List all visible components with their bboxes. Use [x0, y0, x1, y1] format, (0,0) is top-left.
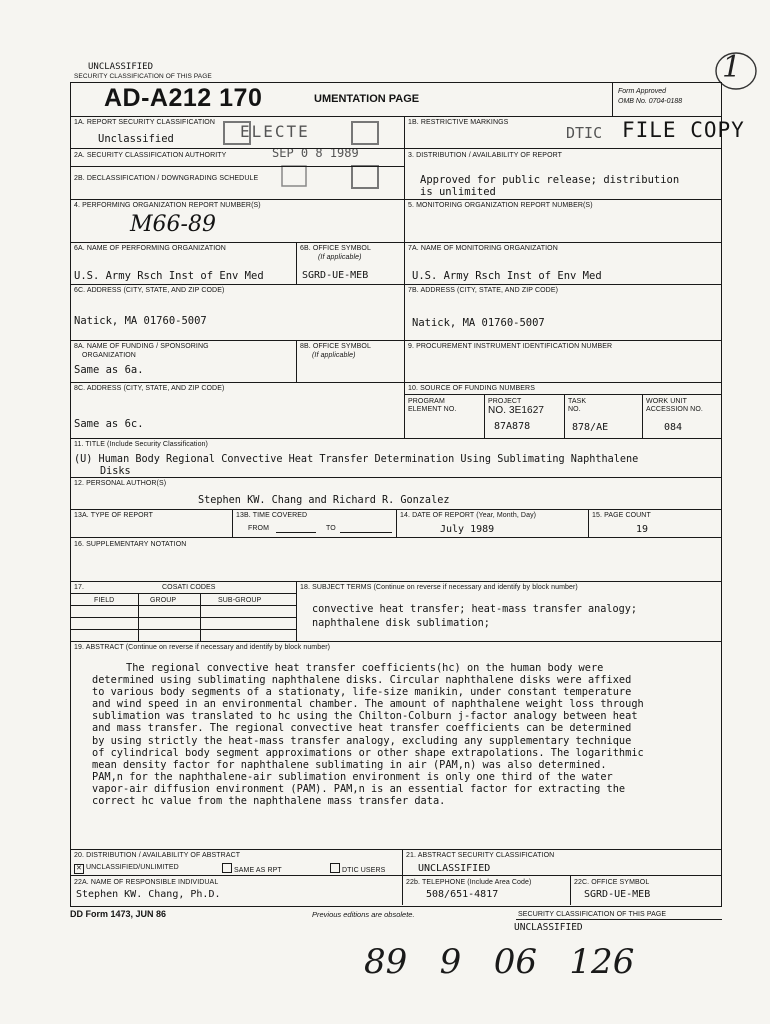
handwritten-accession-number: 89 9 06 126 — [364, 942, 635, 982]
field-6b-value: SGRD-UE-MEB — [302, 270, 369, 281]
field-17-group-header: GROUP — [150, 597, 177, 604]
doc-number: AD-A212 170 — [104, 84, 263, 112]
field-1a-value: Unclassified — [98, 133, 174, 145]
date-stamp: SEP 0 8 1989 — [272, 146, 359, 160]
field-22a-label: 22A. NAME OF RESPONSIBLE INDIVIDUAL — [74, 879, 219, 886]
field-13b-label: 13B. TIME COVERED — [236, 512, 308, 519]
field-19-label: 19. ABSTRACT (Continue on reverse if necessary and identify by block number) — [74, 644, 331, 651]
field-17-cosati: COSATI CODES — [162, 584, 216, 591]
field-21-value: UNCLASSIFIED — [418, 863, 491, 874]
checkbox-icon — [222, 863, 232, 873]
field-14-label: 14. DATE OF REPORT (Year, Month, Day) — [400, 512, 537, 519]
abstract-line: PAM,n for the naphthalene-air sublimation environment is only one third of the water — [92, 770, 613, 783]
field-6b-label: 6B. OFFICE SYMBOL — [300, 245, 371, 252]
option-label: UNCLASSIFIED/UNLIMITED — [86, 864, 179, 871]
field-12-value: Stephen KW. Chang and Richard R. Gonzalez — [198, 495, 450, 506]
field-1a-label: 1A. REPORT SECURITY CLASSIFICATION — [74, 119, 215, 126]
field-10-program-label: PROGRAM — [408, 398, 445, 405]
abstract-line: mean density factor for naphthalene sublimating in air (PAM,n) was also determined. — [92, 758, 607, 771]
field-8c-value: Same as 6c. — [74, 418, 144, 430]
field-1b-label: 1B. RESTRICTIVE MARKINGS — [408, 119, 509, 126]
field-18-label: 18. SUBJECT TERMS (Continue on reverse if necessary and identify by block number) — [300, 584, 578, 591]
field-10-work-unit-value: 084 — [664, 422, 683, 433]
field-10-project-label: PROJECT — [488, 398, 522, 405]
field-17-subgroup-header: SUB-GROUP — [218, 597, 262, 604]
option-label: DTIC USERS — [342, 867, 386, 874]
checkbox-icon — [330, 863, 340, 873]
field-20-label: 20. DISTRIBUTION / AVAILABILITY OF ABSTRACT — [74, 852, 241, 859]
field-3-label: 3. DISTRIBUTION / AVAILABILITY OF REPORT — [408, 152, 563, 159]
abstract-line: correct hc value from the naphthalene mass transfer data. — [92, 795, 446, 808]
field-17-label: 17. — [74, 584, 85, 591]
abstract-line: and mass transfer. The regional convective heat transfer coefficients can be determined — [92, 722, 632, 735]
field-6c-value: Natick, MA 01760-5007 — [74, 315, 207, 327]
dtic-prefix-stamp: DTIC — [566, 124, 603, 142]
field-2a-label: 2A. SECURITY CLASSIFICATION AUTHORITY — [74, 152, 227, 159]
abstract-body — [92, 662, 644, 807]
field-10-project-label-2: NO. 3E1627 — [488, 405, 545, 416]
field-9-label: 9. PROCUREMENT INSTRUMENT IDENTIFICATION NUMBER — [408, 343, 613, 350]
field-22c-value: SGRD-UE-MEB — [584, 889, 651, 900]
field-6c-label: 6C. ADDRESS (CITY, STATE, AND ZIP CODE) — [74, 287, 225, 294]
field-20-option-unclassified[interactable] — [74, 863, 179, 874]
field-20-option-dtic-users[interactable] — [330, 863, 385, 875]
field-21-label: 21. ABSTRACT SECURITY CLASSIFICATION — [406, 852, 555, 859]
field-10-work-unit-label: WORK UNIT — [646, 398, 687, 405]
field-22b-value: 508/651-4817 — [426, 889, 499, 900]
corner-mark: 1 — [722, 50, 742, 85]
field-5-label: 5. MONITORING ORGANIZATION REPORT NUMBER(S) — [408, 202, 593, 209]
security-caption-bottom: SECURITY CLASSIFICATION OF THIS PAGE — [518, 911, 667, 918]
field-10-task-label: TASK — [568, 398, 587, 405]
abstract-line: to various body segments of a stationaty, life-size manikin, under constant temperature — [92, 686, 632, 699]
field-4-label: 4. PERFORMING ORGANIZATION REPORT NUMBER(S) — [74, 202, 261, 209]
checkbox-checked-icon: ✕ — [74, 864, 84, 874]
classification-top: UNCLASSIFIED — [88, 62, 154, 72]
field-10-work-unit-label-2: ACCESSION NO. — [646, 406, 703, 413]
abstract-line: sublimation was translated to hc using the Chilton-Colburn j-factor analogy between heat — [92, 710, 638, 723]
field-13a-label: 13A. TYPE OF REPORT — [74, 512, 154, 519]
field-11-value-line2: Disks — [100, 466, 131, 477]
field-14-value: July 1989 — [440, 524, 495, 535]
field-7b-label: 7B. ADDRESS (CITY, STATE, AND ZIP CODE) — [408, 287, 559, 294]
field-8b-label: 8B. OFFICE SYMBOL — [300, 343, 371, 350]
abstract-line: determined using sublimating naphthalene disks. Circular naphthalene disks were affixed — [92, 674, 632, 687]
field-8b-sub: (If applicable) — [312, 352, 356, 359]
field-6b-sub: (If applicable) — [318, 254, 362, 261]
field-12-label: 12. PERSONAL AUTHOR(S) — [74, 480, 167, 487]
field-22b-label: 22b. TELEPHONE (Include Area Code) — [406, 879, 532, 886]
field-10-task-value: 878/AE — [572, 422, 609, 433]
obsolete-note: Previous editions are obsolete. — [312, 910, 415, 919]
abstract-line: vapor-air diffusion environment (PAM). PAM,n is an essential factor for extracting the — [92, 782, 626, 795]
field-2b-label: 2B. DECLASSIFICATION / DOWNGRADING SCHEDULE — [74, 175, 259, 182]
field-15-value: 19 — [636, 524, 649, 535]
field-22c-label: 22C. OFFICE SYMBOL — [574, 879, 650, 886]
field-4-value: M66-89 — [130, 212, 216, 237]
abstract-line: of cylindrical body segment approximations or other shape extrapolations. The logarithmic — [92, 746, 644, 759]
field-8a-value: Same as 6a. — [74, 364, 144, 376]
field-8c-label: 8C. ADDRESS (CITY, STATE, AND ZIP CODE) — [74, 385, 225, 392]
field-3-value-line1: Approved for public release; distribution — [420, 174, 680, 186]
abstract-line: The regional convective heat transfer coefficients(hc) on the human body were — [126, 662, 604, 674]
field-8a-label-2: ORGANIZATION — [82, 352, 136, 359]
field-6a-value: U.S. Army Rsch Inst of Env Med — [74, 270, 264, 282]
field-7a-value: U.S. Army Rsch Inst of Env Med — [412, 270, 602, 282]
file-copy-stamp: FILE COPY — [622, 118, 745, 142]
security-value-bottom: UNCLASSIFIED — [514, 922, 583, 933]
field-13b-from: FROM — [248, 525, 270, 532]
classification-caption: SECURITY CLASSIFICATION OF THIS PAGE — [74, 73, 212, 80]
form-approved: Form Approved — [618, 88, 666, 95]
field-18-value-line1: convective heat transfer; heat-mass transfer analogy; — [312, 604, 638, 615]
field-22a-value: Stephen KW. Chang, Ph.D. — [76, 889, 221, 900]
field-10-task-label-2: NO. — [568, 406, 581, 413]
field-3-value-line2: is unlimited — [420, 186, 496, 198]
field-10-project-value: 87A878 — [494, 421, 531, 432]
field-11-label: 11. TITLE (Include Security Classification) — [74, 441, 208, 448]
dtic-seal-icon — [222, 118, 382, 198]
field-16-label: 16. SUPPLEMENTARY NOTATION — [74, 541, 187, 548]
field-11-value-line1: (U) Human Body Regional Convective Heat Transfer Determination Using Sublimating Naphthalene — [74, 454, 639, 465]
omb-number: OMB No. 0704-0188 — [618, 98, 683, 105]
abstract-line: by using strictly the heat-mass transfer analogy, excluding any supplementary technique — [92, 734, 632, 747]
field-8a-label: 8A. NAME OF FUNDING / SPONSORING — [74, 343, 209, 350]
form-title: UMENTATION PAGE — [314, 93, 420, 105]
field-18-value-line2: naphthalene disk sublimation; — [312, 618, 490, 629]
form-id: DD Form 1473, JUN 86 — [70, 909, 167, 919]
field-6a-label: 6A. NAME OF PERFORMING ORGANIZATION — [74, 245, 226, 252]
electe-stamp: ELECTE — [240, 122, 310, 141]
field-10-label: 10. SOURCE OF FUNDING NUMBERS — [408, 385, 535, 392]
field-20-option-same-as-rpt[interactable] — [222, 863, 282, 875]
field-10-program-label-2: ELEMENT NO. — [408, 406, 457, 413]
field-13b-to: TO — [326, 525, 336, 532]
option-label: SAME AS RPT — [234, 867, 282, 874]
field-17-field-header: FIELD — [94, 597, 115, 604]
field-15-label: 15. PAGE COUNT — [592, 512, 651, 519]
abstract-line: and wind speed in an environmental chamber. The amount of naphthalene weight loss through — [92, 698, 644, 711]
field-7b-value: Natick, MA 01760-5007 — [412, 317, 545, 329]
field-7a-label: 7A. NAME OF MONITORING ORGANIZATION — [408, 245, 558, 252]
